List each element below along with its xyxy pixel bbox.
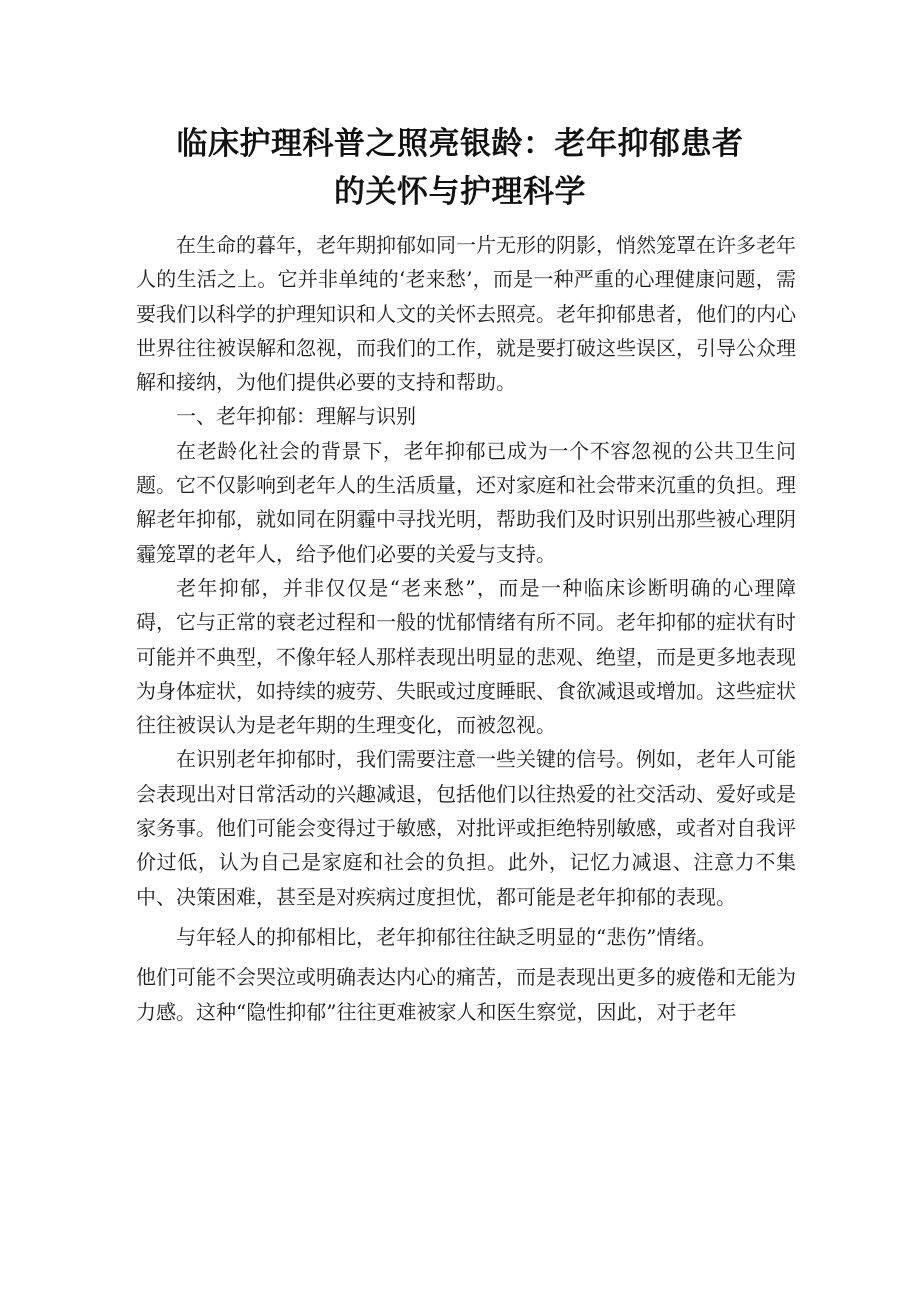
paragraph-background: 在老龄化社会的背景下，老年抑郁已成为一个不容忽视的公共卫生问题。它不仅影响到老年人的生活质量，还对家庭和社会带来沉重的负担。理解老年抑郁，就如同在阴霾中寻找光明，帮助我们及时识别出那些被心理阴霾笼罩的老年人，给予他们必要的关爱与支持。	[136, 438, 796, 566]
document-title-line-2: 的关怀与护理科学	[334, 174, 586, 210]
paragraph-hidden-depression: 他们可能不会哭泣或明确表达内心的痛苦，而是表现出更多的疲倦和无能为力感。这种“隐性抑郁”往往更难被家人和医生察觉，因此，对于老年	[136, 965, 796, 1024]
paragraph-signals: 在识别老年抑郁时，我们需要注意一些关键的信号。例如，老年人可能会表现出对日常活动的兴趣减退，包括他们以往热爱的社交活动、爱好或是家务事。他们可能会变得过于敏感，对批评或拒绝特别敏感，或者对自我评价过低，认为自己是家庭和社会的负担。此外，记忆力减退、注意力不集中、决策困难，甚至是对疾病过度担忧，都可能是老年抑郁的表现。	[136, 747, 796, 909]
paragraph-comparison: 与年轻人的抑郁相比，老年抑郁往往缺乏明显的“悲伤”情绪。	[176, 924, 717, 949]
paragraph-intro: 在生命的暮年，老年期抑郁如同一片无形的阴影，悄然笼罩在许多老年人的生活之上。它并非单纯的‘老来愁’，而是一种严重的心理健康问题，需要我们以科学的护理知识和人文的关怀去照亮。老年抑郁患者，他们的内心世界往往被误解和忽视，而我们的工作，就是要打破这些误区，引导公众理解和接纳，为他们提供必要的支持和帮助。	[136, 233, 796, 395]
document-title-line-1: 临床护理科普之照亮银龄：老年抑郁患者	[176, 126, 744, 162]
document-body	[136, 228, 796, 1029]
section-heading-1: 一、老年抑郁：理解与识别	[176, 404, 416, 429]
paragraph-definition: 老年抑郁，并非仅仅是“老来愁”，而是一种临床诊断明确的心理障碍，它与正常的衰老过程和一般的忧郁情绪有所不同。老年抑郁的症状有时可能并不典型，不像年轻人那样表现出明显的悲观、绝望，而是更多地表现为身体症状，如持续的疲劳、失眠或过度睡眠、食欲减退或增加。这些症状往往被误认为是老年期的生理变化，而被忽视。	[136, 575, 796, 738]
